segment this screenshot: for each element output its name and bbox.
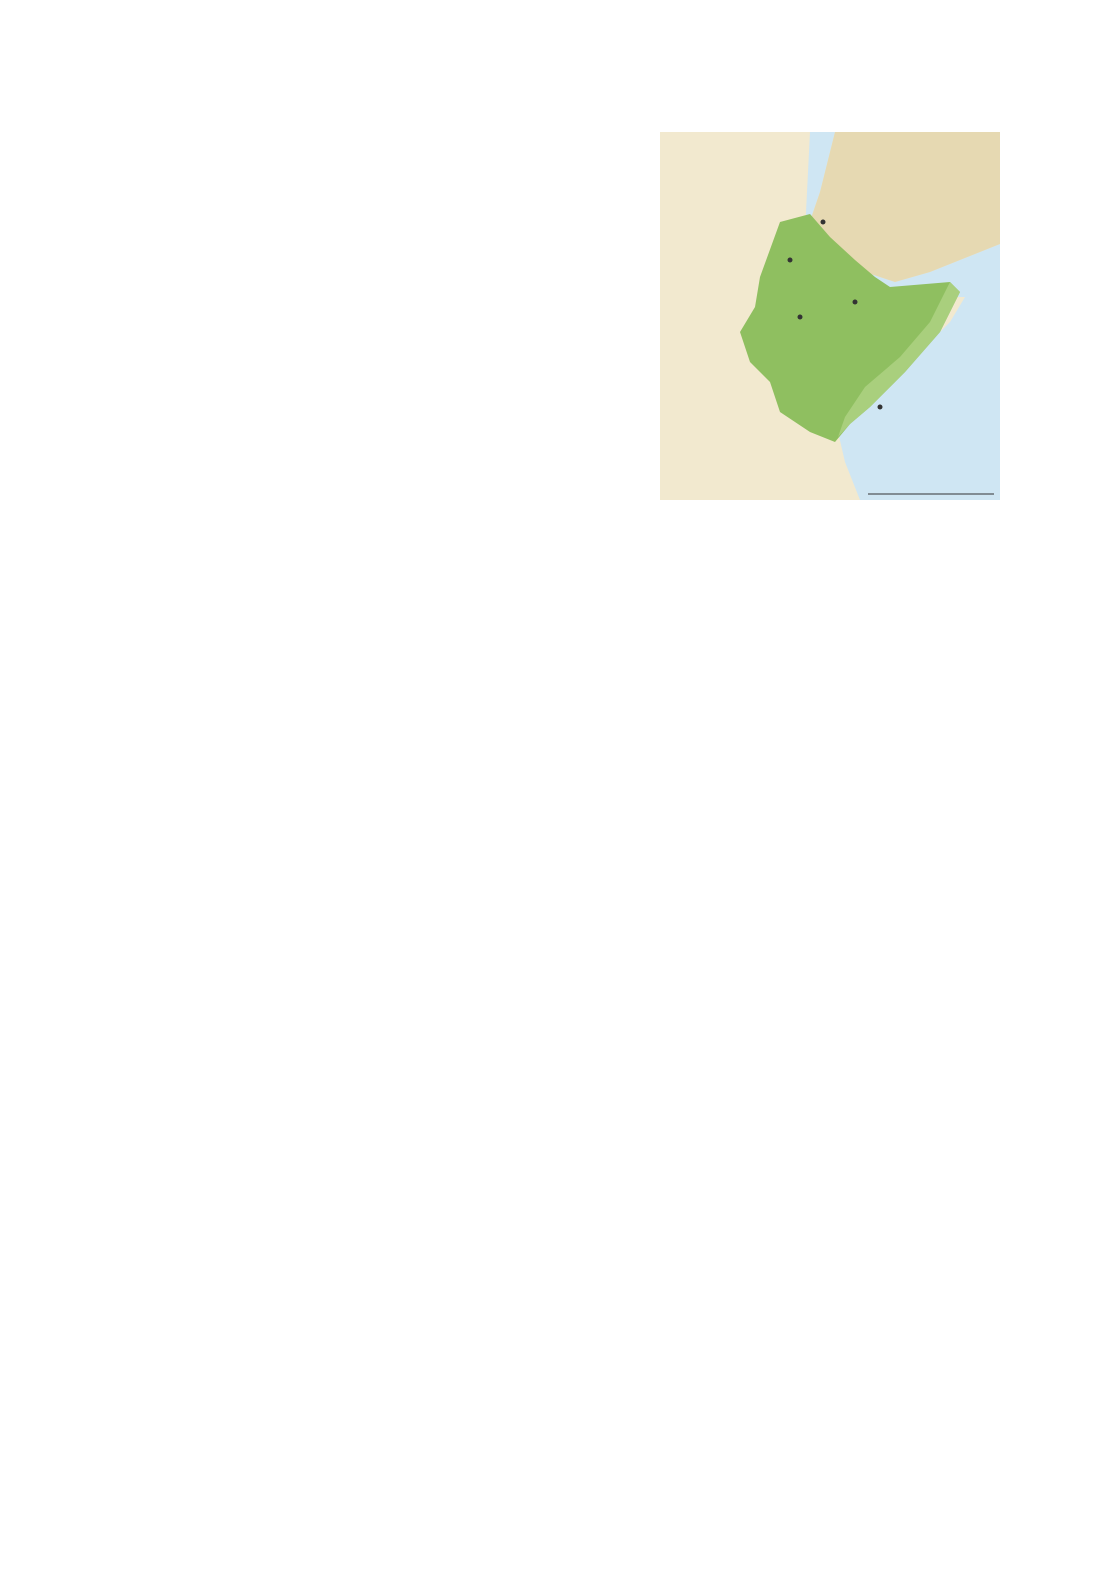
map-east-africa <box>660 132 1000 500</box>
document-body <box>107 572 1002 600</box>
skuola-watermark <box>20 60 480 490</box>
